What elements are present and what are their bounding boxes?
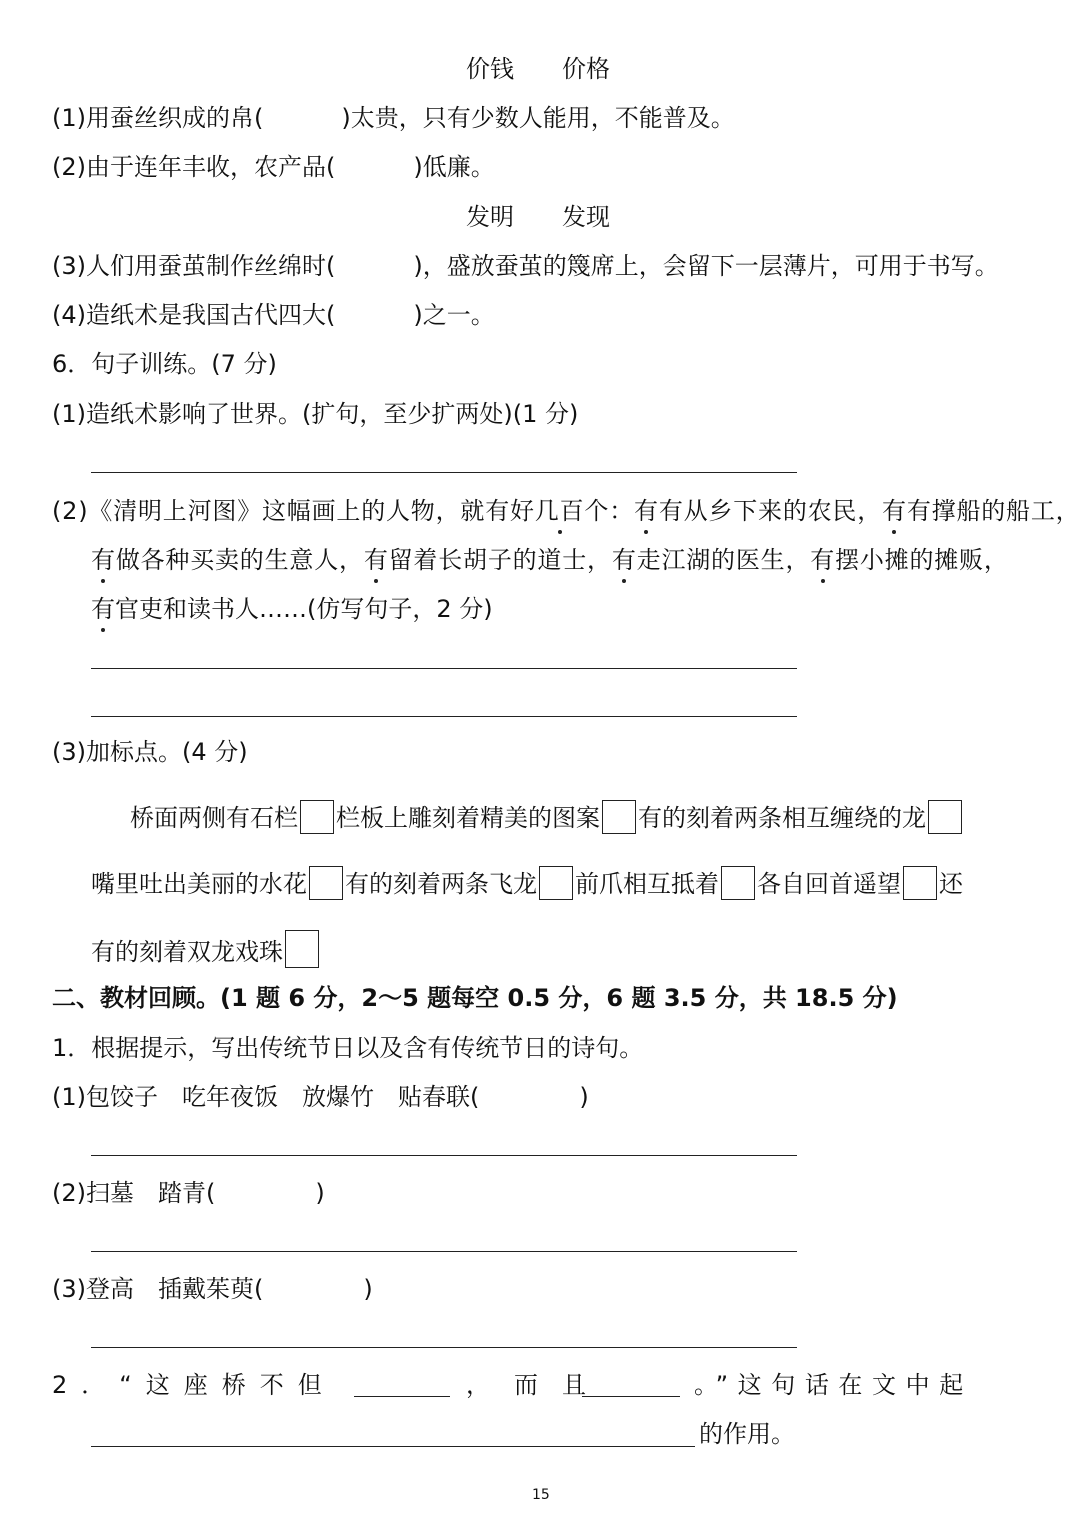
section-6-heading: 6．句子训练。(7 分)	[52, 350, 277, 378]
p2-q2-c: 。”这句话在文中起	[694, 1371, 973, 1399]
question-6-2-line-1	[52, 496, 1080, 526]
answer-line-6-2b[interactable]	[91, 716, 797, 717]
q62-l2-a: 做各种买卖的生意人，	[115, 546, 364, 574]
punctuation-line-2	[91, 866, 963, 900]
q62-l1-c: 有从乡下来的农民，	[658, 497, 883, 525]
punctuation-line-1	[130, 800, 964, 834]
question-5-1-pre: (1)用蚕丝织成的帛(	[52, 104, 264, 132]
part2-question-2	[52, 1370, 336, 1400]
punct-text-2c: 前爪相互抵着	[575, 870, 719, 898]
q62-l1-b: ：	[609, 497, 635, 525]
question-5-4	[52, 300, 495, 330]
q62-you-dotted: 有	[91, 595, 115, 623]
punct-text-2b: 有的刻着两条飞龙	[345, 870, 537, 898]
question-6-3: (3)加标点。(4 分)	[52, 738, 248, 766]
question-6-2-line-2	[91, 545, 1009, 575]
answer-line-6-2a[interactable]	[91, 668, 797, 669]
question-5-2-pre: (2)由于连年丰收，农产品(	[52, 153, 336, 181]
part2-question-1-2	[52, 1178, 325, 1208]
question-5-3	[52, 251, 999, 281]
part2-question-1: 1．根据提示，写出传统节日以及含有传统节日的诗句。	[52, 1034, 644, 1062]
punct-box-6[interactable]	[721, 866, 755, 900]
p2-q11-post: )	[579, 1083, 589, 1111]
part2-question-1-1	[52, 1082, 589, 1112]
question-5-4-pre: (4)造纸术是我国古代四大(	[52, 301, 336, 329]
question-6-1: (1)造纸术影响了世界。(扩句，至少扩两处)(1 分)	[52, 400, 579, 428]
word-pair-2: 发明 发现	[466, 203, 610, 231]
q62-dotted-text: 好几百个	[510, 497, 610, 525]
p2-q2-b: ，而且	[466, 1371, 610, 1399]
punct-box-8[interactable]	[285, 930, 319, 968]
answer-line-6-1[interactable]	[91, 472, 797, 473]
punct-text-1a: 桥面两侧有石栏	[130, 804, 298, 832]
q62-you-dotted: 有	[810, 546, 836, 574]
answer-blank-p2-2b[interactable]	[582, 1396, 680, 1397]
punct-text-2e: 还	[939, 870, 963, 898]
p2-q12-pre: (2)扫墓 踏青(	[52, 1179, 216, 1207]
punct-box-4[interactable]	[309, 866, 343, 900]
question-5-4-post: )之一。	[413, 301, 495, 329]
word-pair-1: 价钱 价格	[466, 55, 610, 83]
q62-you-dotted: 有	[882, 497, 907, 525]
q62-you-dotted: 有	[91, 546, 116, 574]
question-6-2-line-3	[91, 594, 493, 624]
punct-text-3a: 有的刻着双龙戏珠	[91, 938, 283, 966]
p2-q13-pre: (3)登高 插戴茱萸(	[52, 1275, 264, 1303]
punct-box-3[interactable]	[928, 800, 962, 834]
answer-line-p2-1-2[interactable]	[91, 1251, 797, 1252]
punct-text-1c: 有的刻着两条相互缠绕的龙	[638, 804, 926, 832]
p2-q11-pre: (1)包饺子 吃年夜饭 放爆竹 贴春联(	[52, 1083, 480, 1111]
punct-text-2d: 各自回首遥望	[757, 870, 901, 898]
page-number: 15	[532, 1487, 550, 1503]
p2-q12-post: )	[315, 1179, 325, 1207]
punct-box-5[interactable]	[539, 866, 573, 900]
q62-l1-a: (2)《清明上河图》这幅画上的人物，就有	[52, 497, 510, 525]
q62-you-dotted: 有	[634, 497, 659, 525]
punct-box-2[interactable]	[602, 800, 636, 834]
p2-q2-c-wrap	[694, 1370, 973, 1400]
q62-you-dotted: 有	[611, 546, 637, 574]
part-2-heading: 二、教材回顾。(1 题 6 分，2～5 题每空 0.5 分，6 题 3.5 分，共 18.5 分)	[52, 984, 898, 1012]
part2-question-1-3	[52, 1274, 373, 1304]
p2-q13-post: )	[363, 1275, 373, 1303]
answer-line-p2-1-1[interactable]	[91, 1155, 797, 1156]
p2-q2-end: 的作用。	[699, 1420, 795, 1448]
answer-line-p2-1-3[interactable]	[91, 1347, 797, 1348]
q62-l1-d: 有撑船的船工，	[906, 497, 1080, 525]
q62-you-dotted: 有	[363, 546, 389, 574]
q62-l2-d: 摆小摊的摊贩，	[835, 546, 1009, 574]
answer-blank-p2-2a[interactable]	[354, 1396, 450, 1397]
q62-l2-c: 走江湖的医生，	[636, 546, 811, 574]
punct-text-1b: 栏板上雕刻着精美的图案	[336, 804, 600, 832]
punct-box-7[interactable]	[903, 866, 937, 900]
q62-l2-b: 留着长胡子的道士，	[388, 546, 612, 574]
answer-line-p2-2[interactable]	[91, 1446, 695, 1447]
punctuation-line-3	[91, 930, 321, 968]
question-5-1	[52, 103, 735, 133]
question-5-2	[52, 152, 495, 182]
punct-box-1[interactable]	[300, 800, 334, 834]
punct-text-2a: 嘴里吐出美丽的水花	[91, 870, 307, 898]
q62-l3: 官吏和读书人……(仿写句子，2 分)	[115, 595, 493, 623]
p2-q2-a: 2．“这座桥不但	[52, 1371, 336, 1399]
question-5-1-post: )太贵，只有少数人能用，不能普及。	[341, 104, 735, 132]
question-5-3-pre: (3)人们用蚕茧制作丝绵时(	[52, 252, 336, 280]
question-5-2-post: )低廉。	[413, 153, 495, 181]
question-5-3-post: )，盛放蚕茧的篾席上，会留下一层薄片，可用于书写。	[413, 252, 999, 280]
